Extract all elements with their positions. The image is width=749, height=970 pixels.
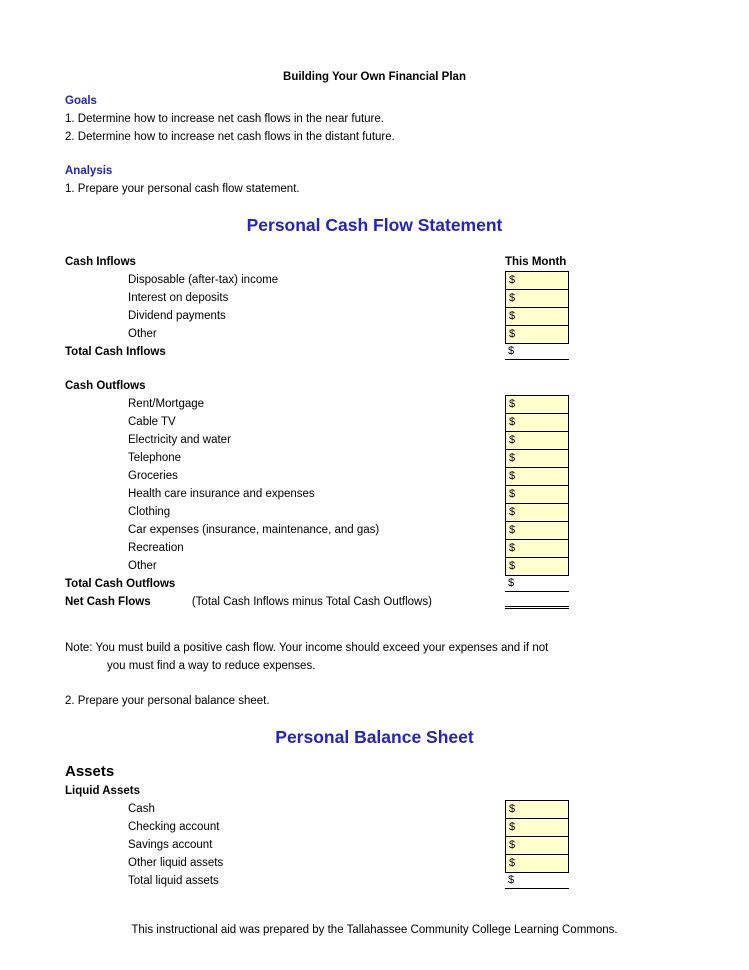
- total-liquid-assets-label: Total liquid assets: [128, 875, 219, 887]
- amount-input-cell[interactable]: [505, 521, 569, 540]
- table-row: [0, 557, 749, 575]
- cash-inflows-header-row: [65, 253, 749, 271]
- net-total-double-rule: [505, 597, 569, 609]
- net-cash-flows-formula: (Total Cash Inflows minus Total Cash Outflows): [191, 596, 432, 608]
- table-row: [0, 836, 749, 854]
- table-row: [0, 431, 749, 449]
- liquid-item-label: Cash: [128, 803, 155, 815]
- dollar-sign: $: [509, 803, 516, 815]
- outflow-item-label: Telephone: [128, 452, 182, 464]
- outflow-item-label: Groceries: [128, 470, 178, 482]
- dollar-sign: $: [509, 821, 516, 833]
- liquid-assets-heading: Liquid Assets: [65, 785, 140, 797]
- total-cash-inflows-label: Total Cash Inflows: [65, 346, 166, 358]
- liquid-input-column: [505, 800, 569, 873]
- assets-heading: Assets: [65, 763, 115, 780]
- table-row: [0, 521, 749, 539]
- goal-item-2: 2. Determine how to increase net cash flows in the distant future.: [65, 131, 395, 143]
- table-row: [0, 818, 749, 836]
- net-cash-flows-label: Net Cash Flows: [65, 596, 151, 608]
- net-cash-flows-row: [65, 593, 749, 611]
- dollar-sign: $: [509, 560, 516, 572]
- dollar-sign: $: [509, 839, 516, 851]
- amount-input-cell[interactable]: [505, 271, 569, 290]
- table-row: [0, 395, 749, 413]
- cash-outflows-group: [0, 395, 749, 575]
- amount-input-cell[interactable]: [505, 818, 569, 837]
- amount-input-cell[interactable]: [505, 836, 569, 855]
- outflow-item-label: Health care insurance and expenses: [128, 488, 315, 500]
- table-row: [0, 800, 749, 818]
- inflow-item-label: Other: [128, 328, 157, 340]
- total-outflows-value: $: [505, 575, 569, 592]
- table-row: [0, 449, 749, 467]
- amount-input-cell[interactable]: [505, 485, 569, 504]
- goals-heading: Goals: [65, 95, 97, 107]
- balance-sheet-title: Personal Balance Sheet: [275, 727, 474, 747]
- dollar-sign: $: [509, 274, 516, 286]
- this-month-column-header: This Month: [505, 256, 567, 268]
- table-row: [0, 413, 749, 431]
- liquid-item-label: Savings account: [128, 839, 213, 851]
- amount-input-cell[interactable]: [505, 800, 569, 819]
- total-liquid-assets-row: [0, 872, 749, 890]
- cash-inflows-heading: Cash Inflows: [65, 256, 136, 268]
- note-line-1: Note: You must build a positive cash flow. Your income should exceed your expenses and if not: [65, 642, 549, 654]
- dollar-sign: $: [509, 434, 516, 446]
- dollar-sign: $: [509, 524, 516, 536]
- liquid-item-label: Other liquid assets: [128, 857, 224, 869]
- total-inflows-value: $: [505, 343, 569, 360]
- dollar-sign: $: [509, 398, 516, 410]
- amount-input-cell[interactable]: [505, 539, 569, 558]
- table-row: [0, 307, 749, 325]
- inflow-item-label: Disposable (after-tax) income: [128, 274, 279, 286]
- analysis-step-1: 1. Prepare your personal cash flow statement.: [65, 183, 300, 195]
- dollar-sign: $: [509, 452, 516, 464]
- cash-outflows-heading: Cash Outflows: [65, 380, 146, 392]
- table-row: [0, 854, 749, 872]
- analysis-step-2: 2. Prepare your personal balance sheet.: [65, 695, 270, 707]
- total-cash-outflows-row: [65, 575, 749, 593]
- inflow-item-label: Dividend payments: [128, 310, 226, 322]
- liquid-assets-group: [0, 800, 749, 872]
- inflow-item-label: Interest on deposits: [128, 292, 229, 304]
- footer-credit: This instructional aid was prepared by the Tallahassee Community College Learning Commons.: [131, 924, 618, 936]
- document-title: Building Your Own Financial Plan: [283, 71, 466, 83]
- dollar-sign: $: [509, 542, 516, 554]
- dollar-sign: $: [509, 857, 516, 869]
- amount-input-cell[interactable]: [505, 449, 569, 468]
- amount-input-cell[interactable]: [505, 467, 569, 486]
- note-line-2: you must find a way to reduce expenses.: [107, 660, 316, 672]
- table-row: [0, 503, 749, 521]
- analysis-heading: Analysis: [65, 165, 113, 177]
- table-row: [0, 271, 749, 289]
- table-row: [0, 325, 749, 343]
- table-row: [0, 467, 749, 485]
- dollar-sign: $: [509, 328, 516, 340]
- amount-input-cell[interactable]: [505, 431, 569, 450]
- dollar-sign: $: [509, 310, 516, 322]
- outflow-input-column: [505, 395, 569, 576]
- total-cash-inflows-row: [65, 343, 749, 361]
- dollar-sign: $: [509, 470, 516, 482]
- outflow-item-label: Car expenses (insurance, maintenance, and gas): [128, 524, 380, 536]
- outflow-item-label: Recreation: [128, 542, 184, 554]
- amount-input-cell[interactable]: [505, 395, 569, 414]
- inflow-input-column: [505, 271, 569, 344]
- outflow-item-label: Electricity and water: [128, 434, 231, 446]
- cash-outflows-header-row: [65, 377, 749, 395]
- amount-input-cell[interactable]: [505, 557, 569, 576]
- dollar-sign: $: [509, 506, 516, 518]
- cash-flow-statement-title: Personal Cash Flow Statement: [246, 215, 503, 235]
- amount-input-cell[interactable]: [505, 503, 569, 522]
- table-row: [0, 289, 749, 307]
- dollar-sign: $: [509, 416, 516, 428]
- table-row: [0, 485, 749, 503]
- amount-input-cell[interactable]: [505, 325, 569, 344]
- goal-item-1: 1. Determine how to increase net cash flows in the near future.: [65, 113, 384, 125]
- total-liquid-value: $: [505, 872, 569, 889]
- table-row: [0, 539, 749, 557]
- amount-input-cell[interactable]: [505, 289, 569, 308]
- liquid-item-label: Checking account: [128, 821, 220, 833]
- dollar-sign: $: [509, 292, 516, 304]
- dollar-sign: $: [509, 488, 516, 500]
- total-cash-outflows-label: Total Cash Outflows: [65, 578, 176, 590]
- outflow-item-label: Other: [128, 560, 157, 572]
- cash-inflows-group: [0, 271, 749, 343]
- outflow-item-label: Cable TV: [128, 416, 176, 428]
- amount-input-cell[interactable]: [505, 307, 569, 326]
- outflow-item-label: Clothing: [128, 506, 171, 518]
- outflow-item-label: Rent/Mortgage: [128, 398, 205, 410]
- amount-input-cell[interactable]: [505, 413, 569, 432]
- amount-input-cell[interactable]: [505, 854, 569, 873]
